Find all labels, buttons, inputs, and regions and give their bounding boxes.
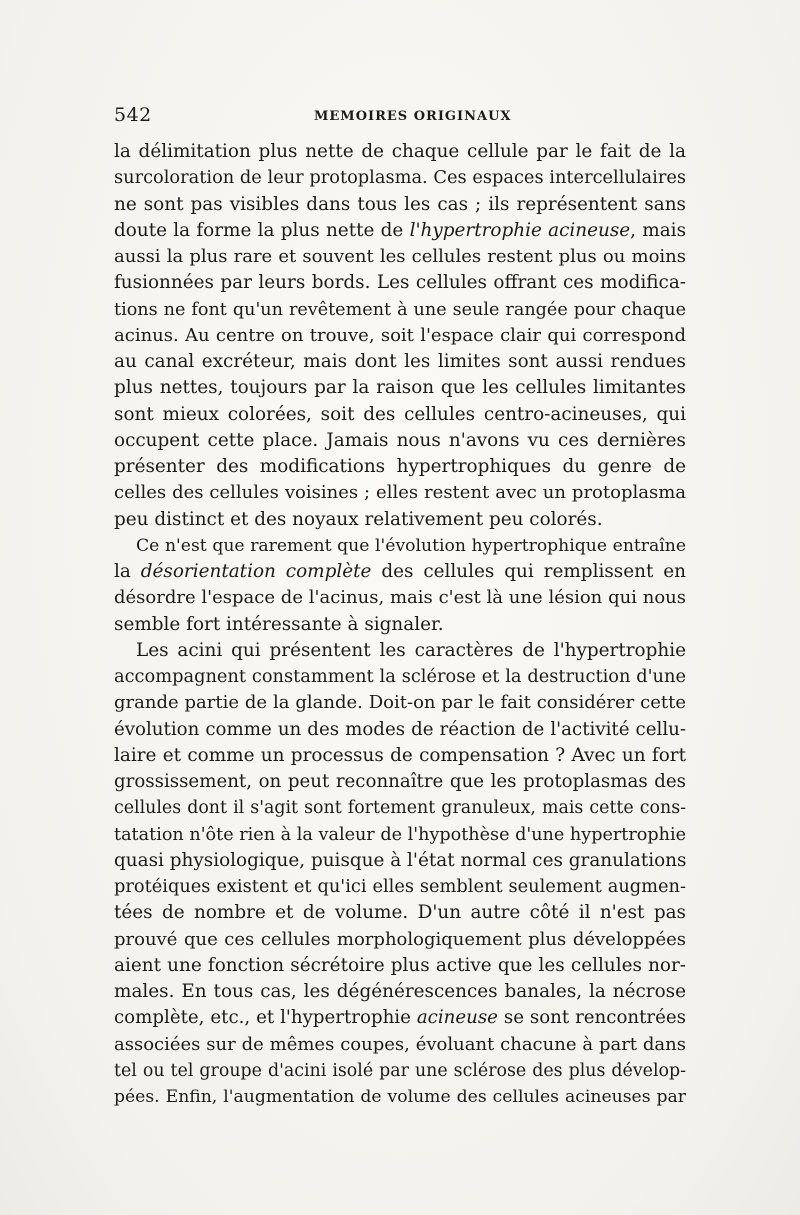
text-line: quasi physiologique, puisque à l'état normal ces granulations [114,849,686,871]
text-line: évolution comme un des modes de réaction de l'activité cellu- [114,718,686,740]
text-line: acinus. Au centre on trouve, soit l'espace clair qui correspond [114,324,686,346]
text-line: plus nettes, toujours par la raison que les cellules limitantes [114,377,686,399]
text-line: tées de nombre et de volume. D'un autre côté il n'est pas [114,902,686,924]
text-line: tions ne font qu'un revêtement à une seule rangée pour chaque [114,299,686,320]
text-line: celles des cellules voisines ; elles restent avec un protoplasma [114,482,686,504]
text-line: semble fort intéressante à signaler. [114,613,444,635]
text-line: complète, etc., et l'hypertrophie acineuse se sont rencontrées [114,1007,686,1029]
text-line: la désorientation complète des cellules qui remplissent en [114,561,686,582]
text-line: sont mieux colorées, soit des cellules centro-acineuses, qui [114,403,686,425]
text-line: tel ou tel groupe d'acini isolé par une sclérose des plus dévelop- [114,1060,686,1081]
page-header [114,104,686,132]
text-line: Les acini qui présentent les caractères de l'hypertrophie [136,639,686,661]
text-line: aussi la plus rare et souvent les cellules restent plus ou moins [114,246,686,267]
italic-term: l'hypertrophie acineuse [409,219,631,241]
text-line: Ce n'est que rarement que l'évolution hypertrophique entraîne [136,535,686,556]
text-line: pées. Enfin, l'augmentation de volume des cellules acineuses par [114,1087,686,1107]
italic-term: acineuse [416,1007,498,1029]
text-line: peu distinct et des noyaux relativement peu colorés. [114,508,603,530]
text-line: ne sont pas visibles dans tous les cas ; ils représentent sans [114,193,686,215]
italic-term: désorientation complète [140,561,372,582]
text-line: associées sur de mêmes coupes, évoluant chacune à part dans [114,1033,686,1055]
text-line: prouvé que ces cellules morphologiquement plus développées [114,928,686,950]
text-line: la délimitation plus nette de chaque cellule par le fait de la [114,141,686,162]
text-line: doute la forme la plus nette de l'hypertrophie acineuse, mais [114,219,686,241]
text-line: présenter des modifications hypertrophiques du genre de [114,456,686,477]
text-line: fusionnées par leurs bords. Les cellules offrant ces modifica- [114,272,686,294]
text-line: tatation n'ôte rien à la valeur de l'hypothèse d'une hypertrophie [114,824,686,845]
text-line: grossissement, on peut reconnaître que les protoplasmas des [114,771,686,792]
body-text [114,139,686,1110]
text-line: males. En tous cas, les dégénérescences banales, la nécrose [114,981,686,1002]
text-line: protéiques existent et qu'ici elles semblent seulement augmen- [114,876,686,897]
text-line: cellules dont il s'agit sont fortement granuleux, mais cette cons- [114,798,686,819]
page-number: 542 [114,104,152,126]
text-line: au canal excréteur, mais dont les limites sont aussi rendues [114,351,686,372]
text-line: occupent cette place. Jamais nous n'avons vu ces dernières [114,429,686,451]
text-line: grande partie de la glande. Doit-on par le fait considérer cette [114,692,686,714]
text-line: désordre l'espace de l'acinus, mais c'est là une lésion qui nous [114,587,686,609]
text-line: aient une fonction sécrétoire plus active que les cellules nor- [114,954,686,976]
text-line: surcoloration de leur protoplasma. Ces espaces intercellulaires [114,167,686,189]
running-head: MEMOIRES ORIGINAUX [314,109,512,124]
text-line: accompagnent constamment la sclérose et la destruction d'une [114,666,686,687]
text-line: laire et comme un processus de compensation ? Avec un fort [114,744,686,766]
